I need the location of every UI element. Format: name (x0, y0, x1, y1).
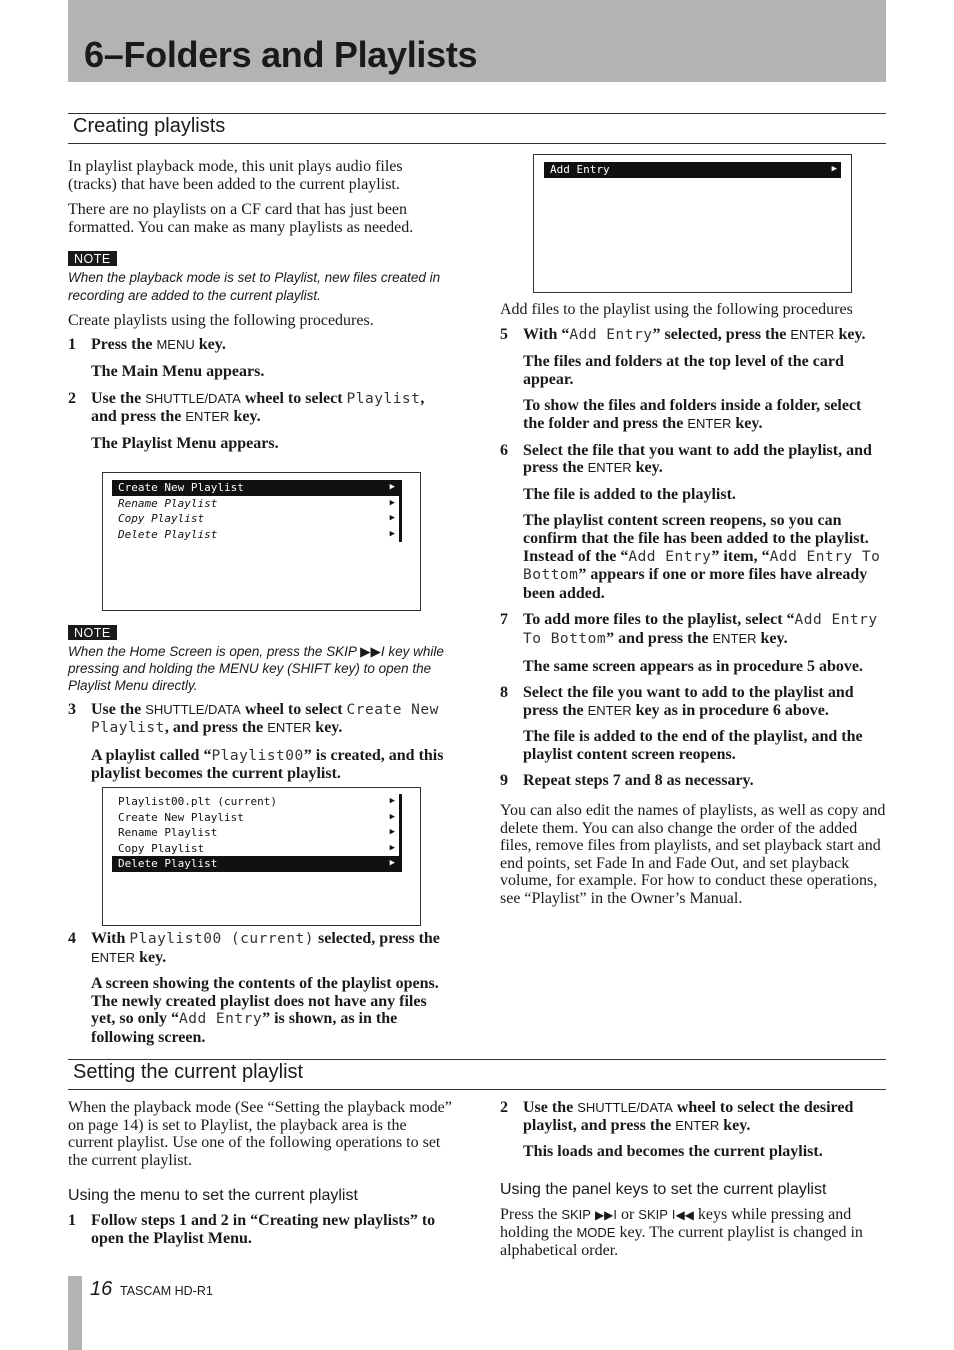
menu-item-create-new-playlist: Create New Playlist ▶ (118, 810, 395, 824)
arrow-right-icon: ▶ (389, 513, 395, 523)
key-name: ENTER (687, 415, 732, 431)
footer-bar (68, 1276, 82, 1350)
key-name: SKIP (561, 1206, 591, 1222)
lcd-text: Create New Playlist (91, 701, 439, 737)
left-column (68, 158, 454, 461)
note-badge: NOTE (68, 251, 117, 266)
lcd-text: Add Entry To Bottom (523, 548, 881, 584)
arrow-right-icon: ▶ (389, 528, 395, 539)
menu-item-copy-playlist: Copy Playlist ▶ (118, 841, 395, 855)
paragraph: In playlist playback mode, this unit plays audio files (tracks) that have been added to the current playlist. (68, 158, 403, 193)
key-name: SHUTTLE/DATA (577, 1100, 673, 1115)
key-name: ENTER (790, 326, 835, 342)
section-title: Creating playlists (73, 115, 226, 137)
step-3: 3 Use the SHUTTLE/DATA wheel to select Create New Playlist, and press the ENTER key. (68, 700, 439, 737)
menu-list (112, 794, 402, 872)
bottom-right-column (500, 1099, 886, 1268)
menu-item-delete-playlist: Delete Playlist ▶ (118, 527, 395, 541)
page-number: 16 (90, 1278, 113, 1300)
menu-list (544, 162, 841, 178)
menu-item-current-playlist: Playlist00.plt (current) ▶ (118, 795, 395, 808)
key-name: ENTER (587, 460, 632, 476)
step-result: The playlist content screen reopens, so you can confirm that the file has been added to the playlist. Instead of the “Add Entry” item, “Add Entry To Bottom” appears if one or more files have already been added. (523, 512, 881, 602)
footer-brand: TASCAM HD-R1 (120, 1284, 213, 1298)
section-heading-setting (68, 1059, 886, 1090)
step-result: The files and folders at the top level of the card appear. (523, 353, 844, 388)
menu-item-delete-playlist: Delete Playlist ▶ (112, 856, 399, 872)
menu-list (112, 480, 402, 542)
skip-back-icon: I◀◀ (671, 1207, 694, 1222)
step-9: 9 Repeat steps 7 and 8 as necessary. (500, 772, 754, 790)
arrow-right-icon: ▶ (389, 482, 395, 492)
paragraph: Press the SKIP ▶▶I or SKIP I◀◀ keys while pressing and holding the MODE key. The current playlist is changed in alphabetical order. (500, 1205, 863, 1259)
step-result: The file is added to the playlist. (523, 485, 736, 503)
paragraph: Add files to the playlist using the following procedures (500, 301, 853, 318)
lcd-screen-playlist-menu-current (102, 787, 421, 926)
lcd-screen-playlist-menu (102, 472, 421, 611)
subheading: Using the menu to set the current playlist (68, 1187, 358, 1205)
lcd-text: Add Entry (569, 326, 653, 343)
section-title: Setting the current playlist (73, 1061, 304, 1083)
skip-forward-icon: ▶▶I (594, 1207, 617, 1222)
lcd-text: Playlist00 (current) (129, 931, 314, 947)
key-name: MODE (576, 1225, 616, 1241)
paragraph: Create playlists using the following procedures. (68, 311, 374, 329)
step-result: To show the files and folders inside a folder, select the folder and press the ENTER key. (523, 397, 862, 432)
menu-item-create-new-playlist: Create New Playlist ▶ (112, 480, 399, 496)
arrow-right-icon: ▶ (831, 164, 837, 174)
lcd-text: Add Entry (179, 1011, 263, 1028)
step-1: 1 Press the MENU key. (68, 336, 226, 354)
paragraph: You can also edit the names of playlists, as well as copy and delete them. You can also change the order of the added files, remove files from playlists, and set playback start and end points, set Fade In and Fade Out, and set playback volume, for example. For how to conduct these operations, see “Playlist” in the Owner’s Manual. (500, 802, 886, 908)
lcd-text: Add Entry (628, 548, 712, 565)
left-column-lower (68, 623, 454, 792)
lcd-screen-add-entry (533, 154, 852, 293)
key-name: ENTER (712, 630, 757, 646)
key-name: SKIP (638, 1206, 668, 1222)
step-result: A screen showing the contents of the playlist opens. The newly created playlist does not have any files yet, so only “Add Entry” is shown, as in the following screen. (91, 975, 439, 1046)
step-result: The file is added to the end of the playlist, and the playlist content screen reopens. (523, 728, 863, 763)
section-heading-creating (68, 113, 886, 144)
step-4: 4 With Playlist00 (current) selected, press the ENTER key. (68, 930, 440, 966)
key-name: SHUTTLE/DATA (145, 701, 241, 717)
step-2: 2 Use the SHUTTLE/DATA wheel to select the desired playlist, and press the ENTER key. (500, 1099, 854, 1134)
lcd-text: Playlist00 (211, 747, 304, 764)
key-name: ENTER (91, 949, 136, 965)
step-result: This loads and becomes the current playlist. (523, 1143, 823, 1161)
arrow-right-icon: ▶ (389, 827, 395, 837)
note-text: When the playback mode is set to Playlist, new files created in recording are added to the current playlist. (68, 270, 441, 303)
menu-item-rename-playlist: Rename Playlist ▶ (118, 826, 395, 839)
note-text: When the Home Screen is open, press the SKIP ▶▶I key while pressing and holding the MENU key (SHIFT key) to open the Playlist Menu directly. (68, 644, 444, 694)
lcd-text: Add Entry To Bottom (523, 612, 878, 647)
bottom-left-column (68, 1099, 454, 1257)
step-5: 5 With “Add Entry” selected, press the ENTER key. (500, 325, 866, 343)
key-name: SHUTTLE/DATA (145, 390, 241, 406)
key-name: MENU (156, 337, 195, 353)
paragraph: When the playback mode (See “Setting the playback mode” on page 14) is set to Playlist, the playback area is the current playlist. Use one of the following operations to set the current playlist. (68, 1099, 452, 1169)
step-2: 2 Use the SHUTTLE/DATA wheel to select Playlist, and press the ENTER key. (68, 389, 425, 426)
note-badge: NOTE (68, 625, 117, 640)
key-name: ENTER (675, 1117, 720, 1133)
menu-item-copy-playlist: Copy Playlist ▶ (118, 512, 395, 525)
menu-item-rename-playlist: Rename Playlist ▶ (118, 496, 395, 510)
arrow-right-icon: ▶ (389, 842, 395, 853)
step-result: A playlist called “Playlist00” is created, and this playlist becomes the current playlist. (91, 746, 444, 783)
key-name: ENTER (587, 702, 632, 718)
step-result: The Playlist Menu appears. (91, 434, 279, 452)
arrow-right-icon: ▶ (389, 811, 395, 822)
subheading: Using the panel keys to set the current playlist (500, 1180, 827, 1198)
paragraph: There are no playlists on a CF card that has just been formatted. You can make as many playlists as needed. (68, 201, 414, 236)
arrow-right-icon: ▶ (389, 497, 395, 508)
right-column (500, 301, 886, 916)
step-8: 8 Select the file you want to add to the playlist and press the ENTER key as in procedure 6 above. (500, 684, 854, 719)
step-7: 7 To add more files to the playlist, select “Add Entry To Bottom” and press the ENTER key. (500, 611, 878, 647)
chapter-title: 6–Folders and Playlists (84, 34, 478, 75)
key-name: ENTER (185, 409, 230, 425)
key-name: ENTER (267, 720, 312, 736)
menu-item-add-entry: Add Entry ▶ (544, 162, 841, 178)
step-1: 1 Follow steps 1 and 2 in “Creating new playlists” to open the Playlist Menu. (68, 1212, 436, 1247)
step-result: The Main Menu appears. (91, 362, 265, 380)
arrow-right-icon: ▶ (389, 796, 395, 806)
step-6: 6 Select the file that you want to add the playlist, and press the ENTER key. (500, 441, 872, 477)
lcd-text: Playlist (346, 390, 421, 407)
left-column-step4 (68, 930, 454, 1056)
step-result: The same screen appears as in procedure 5 above. (523, 657, 863, 675)
arrow-right-icon: ▶ (389, 858, 395, 868)
